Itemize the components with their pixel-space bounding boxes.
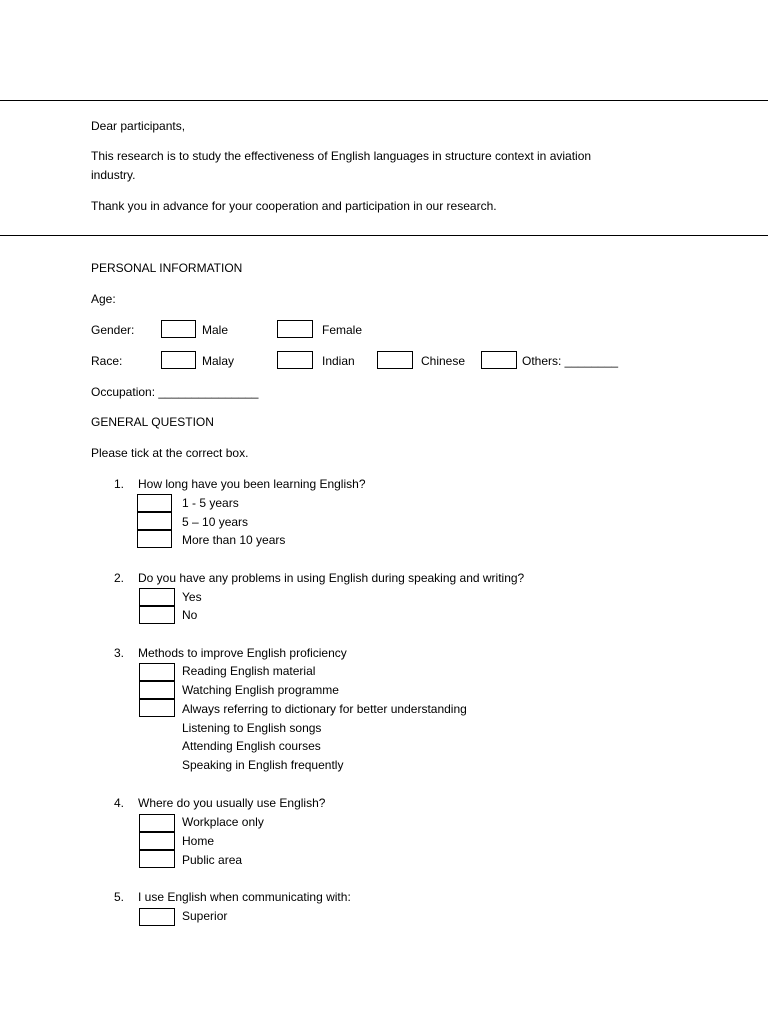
q5-option-checkbox[interactable] — [139, 908, 175, 926]
race-chinese-checkbox[interactable] — [377, 351, 413, 369]
question-text: How long have you been learning English? — [138, 477, 366, 491]
option-label: Yes — [182, 590, 202, 604]
gender-male-label: Male — [202, 323, 229, 337]
option-label: Home — [182, 834, 215, 848]
race-indian-label: Indian — [322, 354, 355, 368]
question-number: 2. — [114, 571, 125, 585]
greeting: Dear participants, — [91, 119, 186, 133]
question-number: 4. — [114, 796, 125, 810]
q2-option-checkbox[interactable] — [139, 588, 175, 606]
question-text: Where do you usually use English? — [138, 796, 326, 810]
option-label: Reading English material — [182, 664, 316, 678]
option-label: Public area — [182, 853, 243, 867]
intro-bottom-divider — [0, 235, 768, 236]
race-label: Race: — [91, 354, 123, 368]
gender-male-checkbox[interactable] — [161, 320, 196, 338]
race-malay-checkbox[interactable] — [161, 351, 196, 369]
race-malay-label: Malay — [202, 354, 235, 368]
race-chinese-label: Chinese — [421, 354, 466, 368]
option-label: 5 – 10 years — [182, 515, 249, 529]
q4-option-checkbox[interactable] — [139, 832, 175, 850]
gender-female-checkbox[interactable] — [277, 320, 313, 338]
race-others-label: Others: ________ — [522, 354, 619, 368]
gender-female-label: Female — [322, 323, 363, 337]
gender-label: Gender: — [91, 323, 135, 337]
option-label: Superior — [182, 909, 228, 923]
q2-option-checkbox[interactable] — [139, 606, 175, 624]
question-text: I use English when communicating with: — [138, 890, 351, 904]
question-text: Do you have any problems in using English during speaking and writing? — [138, 571, 525, 585]
q3-option-checkbox[interactable] — [139, 663, 175, 681]
question-number: 5. — [114, 890, 125, 904]
option-label: Attending English courses — [182, 739, 321, 753]
question-number: 1. — [114, 477, 125, 491]
q1-option-checkbox[interactable] — [137, 530, 172, 548]
race-indian-checkbox[interactable] — [277, 351, 313, 369]
option-label: Workplace only — [182, 815, 264, 829]
option-label: Always referring to dictionary for better understanding — [182, 702, 467, 716]
occupation-field[interactable]: Occupation: _______________ — [91, 385, 259, 399]
option-label: More than 10 years — [182, 533, 286, 547]
q4-option-checkbox[interactable] — [139, 850, 175, 868]
q1-option-checkbox[interactable] — [137, 512, 172, 530]
option-label: 1 - 5 years — [182, 496, 239, 510]
question-text: Methods to improve English proficiency — [138, 646, 347, 660]
option-label: No — [182, 608, 198, 622]
option-label: Speaking in English frequently — [182, 758, 344, 772]
personal-info-heading: PERSONAL INFORMATION — [91, 261, 243, 275]
general-question-heading: GENERAL QUESTION — [91, 415, 214, 429]
q3-option-checkbox[interactable] — [139, 681, 175, 699]
purpose-line-2: industry. — [91, 168, 136, 182]
instruction-text: Please tick at the correct box. — [91, 446, 249, 460]
option-label: Listening to English songs — [182, 721, 322, 735]
race-others-checkbox[interactable] — [481, 351, 517, 369]
q4-option-checkbox[interactable] — [139, 814, 175, 832]
q3-option-checkbox[interactable] — [139, 699, 175, 717]
purpose-line-1: This research is to study the effectiveness of English languages in structure context in aviation — [91, 149, 592, 163]
top-divider — [0, 100, 768, 101]
thanks-text: Thank you in advance for your cooperation and participation in our research. — [91, 199, 497, 213]
question-number: 3. — [114, 646, 125, 660]
option-label: Watching English programme — [182, 683, 339, 697]
age-label: Age: — [91, 292, 116, 306]
q1-option-checkbox[interactable] — [137, 494, 172, 512]
